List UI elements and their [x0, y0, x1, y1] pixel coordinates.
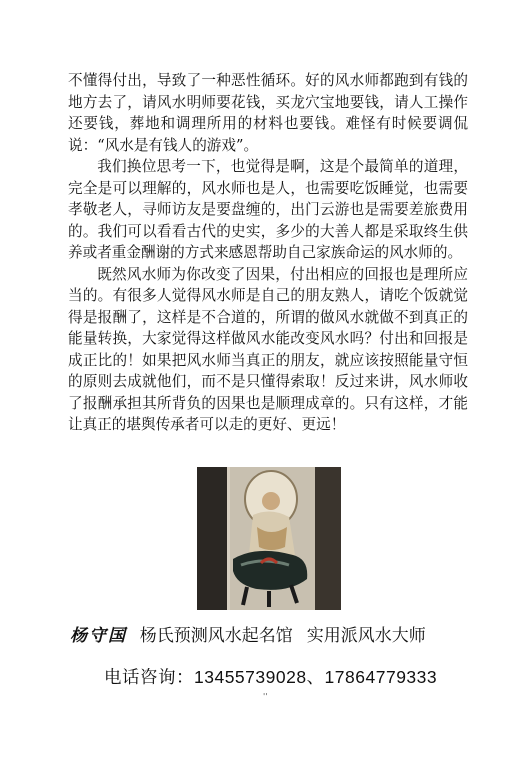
paragraph-2: 我们换位思考一下，也觉得是啊，这是个最简单的道理，完全是可以理解的，风水师也是人，也需要吃饭睡觉，也需要孝敬老人，寻师访友是要盘缠的，出门云游也是需要差旅费用的。我们可以看看古代的史实，多少的大善人都是采取终生供养或者重金酬谢的方式来感恩帮助自己家族命运的风水师的。: [68, 158, 468, 261]
signature-line: [70, 621, 426, 646]
deity-photo: [197, 467, 341, 610]
paragraph-3: 既然风水师为你改变了因果，付出相应的回报也是理所应当的。有很多人觉得风水师是自己的朋友熟人，请吃个饭就觉得是报酬了，这样是不合道的，所谓的做风水就做不到真正的能量转换，大家觉得这样做风水能改变风水吗？付出和回报是成正比的！如果把风水师当真正的朋友，就应该按照能量守恒的原则去成就他们，而不是只懂得索取！反过来讲，风水师收了报酬承担其所背负的因果也是顺理成章的。只有这样，才能让真正的堪舆传承者可以走的更好、更远！: [68, 265, 468, 433]
author-name: 杨守国: [70, 626, 127, 646]
organization-name: 杨氏预测风水起名馆: [139, 626, 293, 645]
paragraph-1: 不懂得付出，导致了一种恶性循环。好的风水师都跑到有钱的地方去了，请风水明师要花钱，买龙穴宝地要钱，请人工操作还要钱，葬地和调理所用的材料也要钱。难怪有时候要调侃说：“风水是有钱人的游戏”。: [68, 72, 468, 154]
contact-label: 电话咨询：: [104, 667, 194, 687]
phone-numbers: 13455739028、17864779333: [194, 667, 438, 687]
article-body: [68, 70, 468, 436]
contact-line: [104, 664, 437, 689]
footer-mark: '': [263, 692, 268, 701]
author-title: 实用派风水大师: [306, 626, 426, 645]
